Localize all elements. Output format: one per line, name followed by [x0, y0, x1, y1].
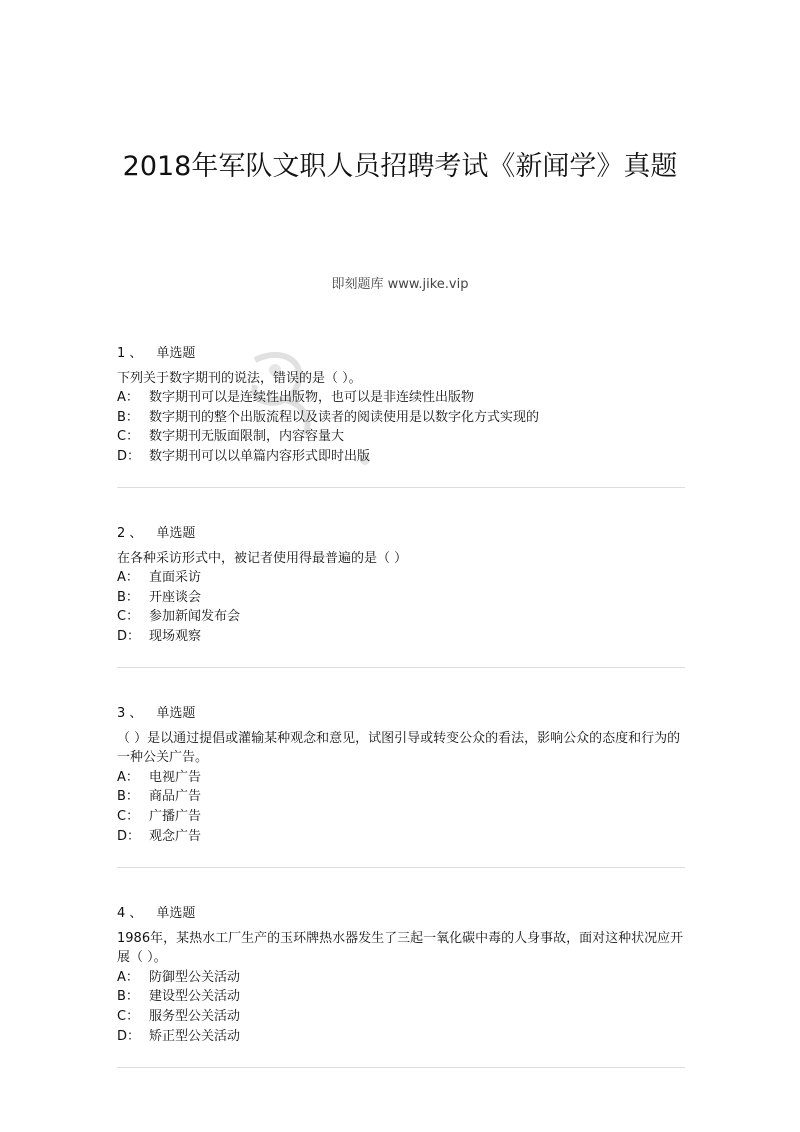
option-text: 数字期刊可以是连续性出版物，也可以是非连续性出版物 [149, 390, 475, 406]
question-number: 1 、 [117, 346, 143, 361]
source-line: 即刻题库 www.jike.vip [331, 277, 469, 292]
option-text: 电视广告 [149, 769, 202, 785]
option-text: 服务型公关活动 [149, 1008, 241, 1024]
option-d[interactable] [117, 827, 687, 847]
option-b[interactable] [117, 987, 687, 1007]
option-text: 广播广告 [149, 808, 202, 824]
option-letter: A： [117, 570, 139, 586]
question-header [117, 524, 687, 544]
divider [117, 487, 685, 488]
option-a[interactable] [117, 968, 687, 988]
option-text: 矫正型公关活动 [149, 1028, 241, 1044]
option-letter: B： [117, 589, 139, 605]
question-text: 在各种采访形式中，被记者使用得最普遍的是（ ） [117, 550, 408, 566]
divider [117, 667, 685, 668]
option-letter: D： [117, 448, 141, 464]
option-c[interactable] [117, 807, 687, 827]
option-letter: D： [117, 628, 141, 644]
option-text: 商品广告 [149, 789, 202, 805]
option-letter: C： [117, 429, 140, 445]
question-type: 单选题 [156, 526, 196, 541]
option-text: 数字期刊可以以单篇内容形式即时出版 [149, 448, 371, 464]
option-text: 防御型公关活动 [149, 969, 241, 985]
option-b[interactable] [117, 787, 687, 807]
question-type: 单选题 [156, 346, 196, 361]
option-text: 直面采访 [149, 570, 202, 586]
option-letter: B： [117, 989, 139, 1005]
question-type: 单选题 [156, 706, 196, 721]
option-letter: D： [117, 828, 141, 844]
option-c[interactable] [117, 1007, 687, 1027]
option-text: 数字期刊无版面限制，内容容量大 [149, 429, 345, 445]
question-header [117, 704, 687, 724]
option-text: 参加新闻发布会 [149, 609, 241, 625]
question-1 [117, 344, 687, 467]
question-text: 1986年，某热水工厂生产的玉环牌热水器发生了三起一氧化碳中毒的人身事故，面对这种状况应开展（ ）。 [117, 930, 684, 966]
question-text: 下列关于数字期刊的说法，错误的是（ ）。 [117, 370, 362, 386]
option-a[interactable] [117, 568, 687, 588]
option-c[interactable] [117, 427, 687, 447]
page-title: 2018年军队文职人员招聘考试《新闻学》真题 [122, 151, 678, 182]
option-letter: A： [117, 390, 139, 406]
option-letter: C： [117, 1008, 140, 1024]
option-letter: B： [117, 409, 139, 425]
question-4 [117, 904, 687, 1046]
option-text: 数字期刊的整个出版流程以及读者的阅读使用是以数字化方式实现的 [149, 409, 540, 425]
option-text: 观念广告 [149, 828, 202, 844]
question-type: 单选题 [156, 906, 196, 921]
option-c[interactable] [117, 607, 687, 627]
divider [117, 1067, 685, 1068]
question-header [117, 344, 687, 364]
option-a[interactable] [117, 388, 687, 408]
option-letter: A： [117, 769, 139, 785]
option-d[interactable] [117, 627, 687, 647]
question-3 [117, 704, 687, 846]
question-number: 4 、 [117, 906, 143, 921]
option-b[interactable] [117, 588, 687, 608]
option-letter: A： [117, 969, 139, 985]
question-text: （ ）是以通过提倡或灌输某种观念和意见，试图引导或转变公众的看法，影响公众的态度和行为的一种公关广告。 [117, 730, 681, 766]
option-letter: D： [117, 1028, 141, 1044]
option-text: 建设型公关活动 [149, 989, 241, 1005]
option-text: 现场观察 [149, 628, 202, 644]
option-text: 开座谈会 [149, 589, 202, 605]
divider [117, 867, 685, 868]
option-d[interactable] [117, 447, 687, 467]
option-letter: C： [117, 609, 140, 625]
option-a[interactable] [117, 768, 687, 788]
question-header [117, 904, 687, 924]
option-letter: C： [117, 808, 140, 824]
question-2 [117, 524, 687, 647]
question-number: 2 、 [117, 526, 143, 541]
option-letter: B： [117, 789, 139, 805]
question-number: 3 、 [117, 706, 143, 721]
option-b[interactable] [117, 408, 687, 428]
option-d[interactable] [117, 1027, 687, 1047]
